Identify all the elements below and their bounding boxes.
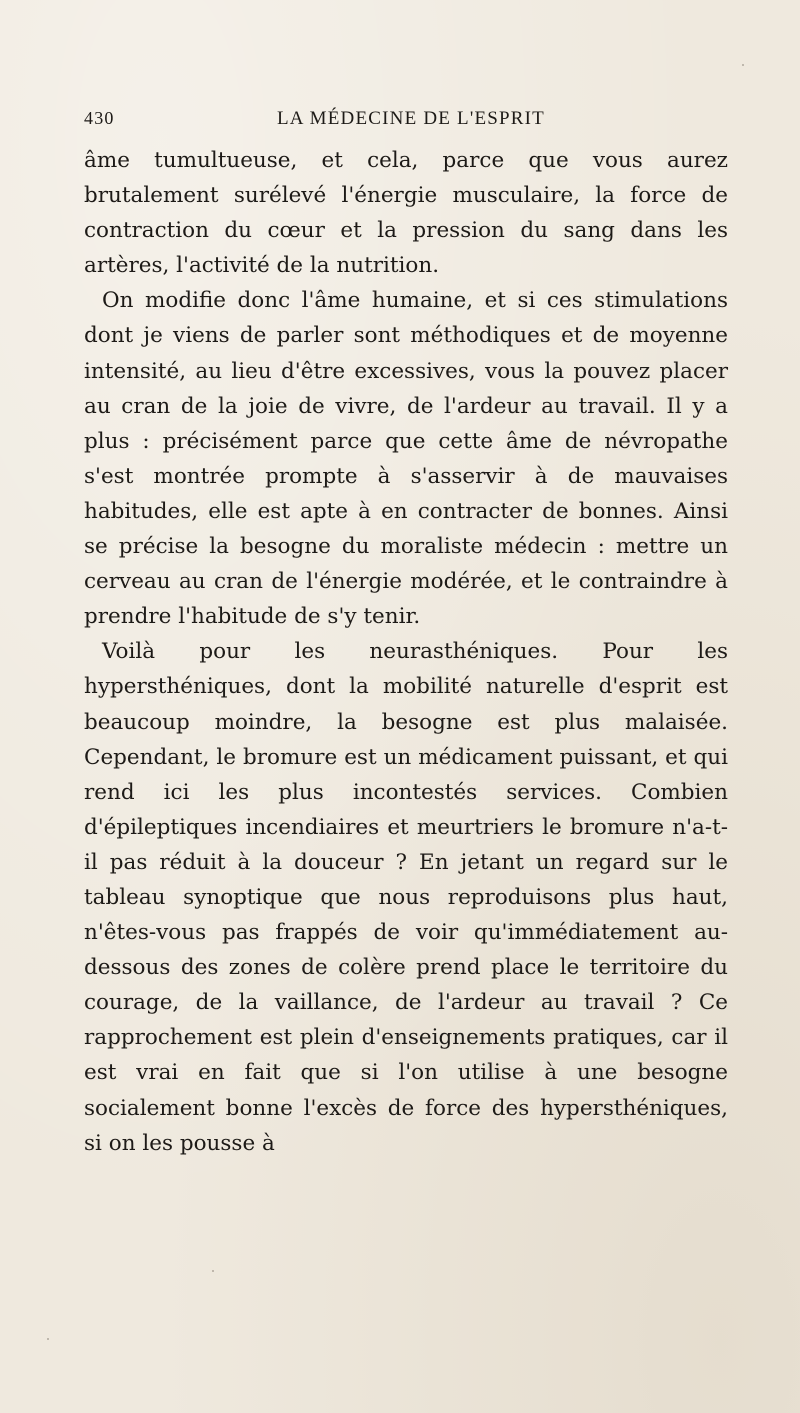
- running-title: LA MÉDECINE DE L'ESPRIT: [277, 108, 545, 129]
- paragraph-1: âme tumultueuse, et cela, parce que vous aurez brutalement surélevé l'énergie musculaire, la force de contraction du cœur et la pression du sang dans les artères, l'activité de la nutrition.: [84, 148, 728, 279]
- running-head: [84, 108, 724, 134]
- paper-speck: [212, 1270, 214, 1272]
- paper-speck: [742, 64, 744, 66]
- paper-speck: [47, 1338, 49, 1340]
- paragraph-2: On modifie donc l'âme humaine, et si ces stimulations dont je viens de parler sont méthodiques et de moyenne intensité, au lieu d'être excessives, vous la pouvez placer au cran de la joie de vivre, de l'ardeur au travail. Il y a plus : précisément parce que cette âme de névropathe s'est montrée prompte à s'asservir à de mauvaises habitudes, elle est apte à en contracter de bonnes. Ainsi se précise la besogne du moraliste médecin : mettre un cerveau au cran de l'énergie modérée, et le contraindre à prendre l'habitude de s'y tenir.: [84, 288, 728, 630]
- body-text: [84, 143, 728, 1161]
- page-number: 430: [84, 108, 115, 128]
- paragraph-3: Voilà pour les neurasthéniques. Pour les hypersthéniques, dont la mobilité naturelle d'esprit est beaucoup moindre, la besogne est plus malaisée. Cependant, le bromure est un médicament puissant, et qui rend ici les plus incontestés services. Combien d'épileptiques incendiaires et meurtriers le bromure n'a-t-il pas réduit à la douceur ? En jetant un regard sur le tableau synoptique que nous reproduisons plus haut, n'êtes-vous pas frappés de voir qu'immédiatement au-dessous des zones de colère prend place le territoire du courage, de la vaillance, de l'ardeur au travail ? Ce rapprochement est plein d'enseignements pratiques, car il est vrai en fait que si l'on utilise à une besogne socialement bonne l'excès de force des hypersthéniques, si on les pousse à: [84, 639, 728, 1156]
